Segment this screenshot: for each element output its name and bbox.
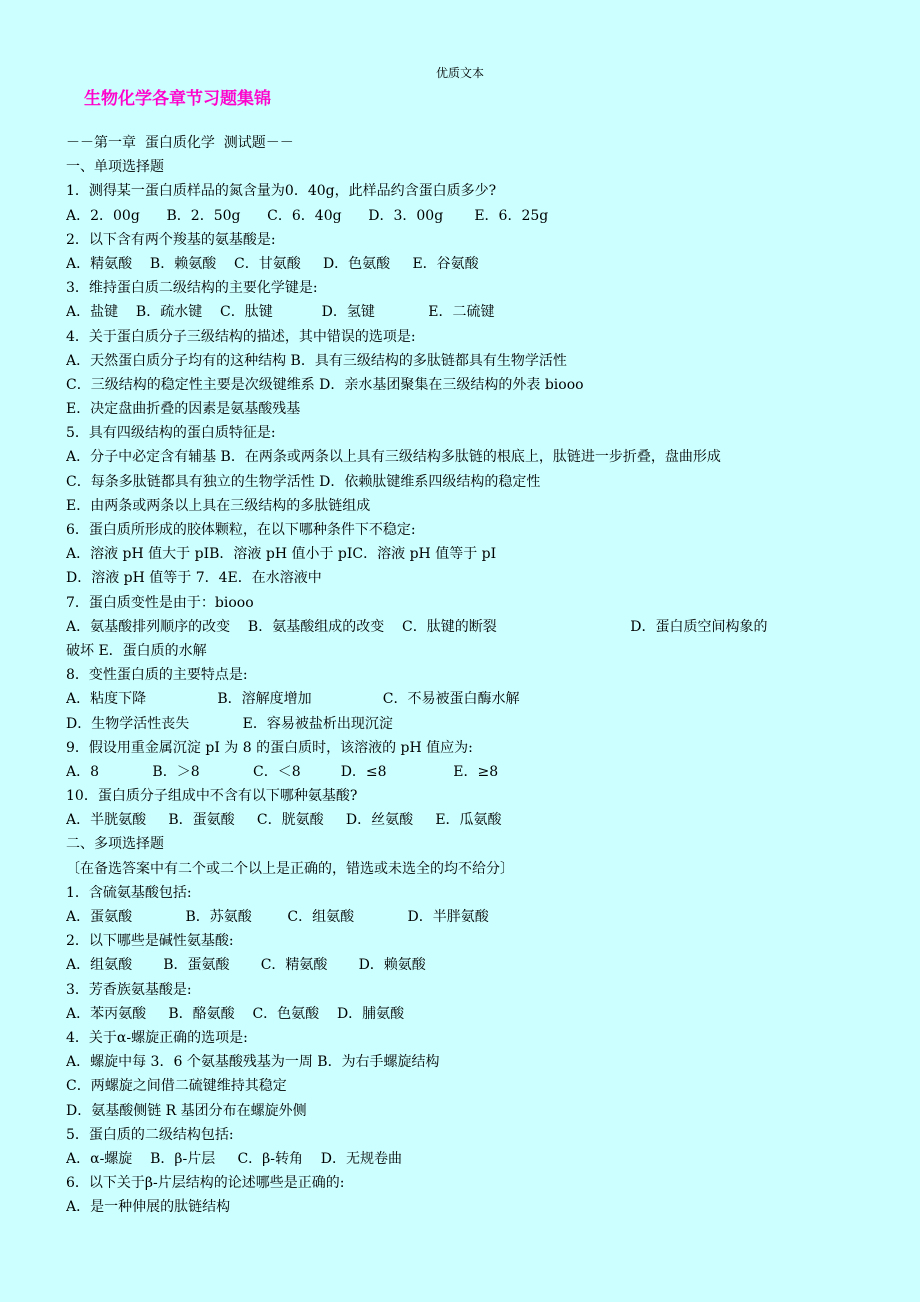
- options: A．精氨酸 B．赖氨酸 C．甘氨酸 D．色氨酸 E．谷氨酸: [66, 255, 479, 272]
- section-note: 〔在备选答案中有二个或二个以上是正确的，错选或未选全的均不给分〕: [66, 860, 514, 877]
- question: 4．关于蛋白质分子三级结构的描述，其中错误的选项是:: [66, 328, 416, 345]
- question: 3．维持蛋白质二级结构的主要化学键是:: [66, 280, 318, 297]
- question: 9．假设用重金属沉淀 pI 为 8 的蛋白质时，该溶液的 pH 值应为:: [66, 739, 473, 756]
- options: A．半胱氨酸 B．蛋氨酸 C．胱氨酸 D．丝氨酸 E．瓜氨酸: [66, 812, 502, 829]
- options: A．天然蛋白质分子均有的这种结构 B．具有三级结构的多肽链都具有生物学活性: [66, 352, 567, 369]
- options: E．由两条或两条以上具在三级结构的多肽链组成: [66, 497, 371, 514]
- options: A．粘度下降 B．溶解度增加 C．不易被蛋白酶水解: [66, 691, 520, 708]
- options: A．α-螺旋 B．β-片层 C．β-转角 D．无规卷曲: [66, 1150, 403, 1167]
- chapter-heading: －－第一章 蛋白质化学 测试题－－: [66, 135, 294, 151]
- options: 破坏 E．蛋白质的水解: [66, 642, 207, 659]
- options: A．盐键 B．疏水键 C．肽键 D．氢键 E．二硫键: [66, 304, 495, 321]
- question: 5．具有四级结构的蛋白质特征是:: [66, 425, 276, 442]
- question: 2．以下哪些是碱性氨基酸:: [66, 933, 234, 950]
- question: 3．芳香族氨基酸是:: [66, 981, 192, 998]
- question: 6．以下关于β-片层结构的论述哪些是正确的:: [66, 1175, 345, 1192]
- options: A．分子中必定含有辅基 B．在两条或两条以上具有三级结构多肽链的根底上，肽链进一步折叠，盘曲形成: [66, 449, 721, 466]
- page-header: 优质文本: [435, 66, 484, 80]
- options: A．苯丙氨酸 B．酪氨酸 C．色氨酸 D．脯氨酸: [66, 1005, 405, 1022]
- question: 10．蛋白质分子组成中不含有以下哪种氨基酸?: [66, 788, 358, 805]
- options: A．8 B．＞8 C．＜8 D．≤8 E．≥8: [66, 763, 499, 780]
- options: C．每条多肽链都具有独立的生物学活性 D．依赖肽键维系四级结构的稳定性: [66, 473, 541, 490]
- question: 6．蛋白质所形成的胶体颗粒，在以下哪种条件下不稳定:: [66, 522, 416, 538]
- options: D．溶液 pH 值等于 7．4E．在水溶液中: [66, 570, 322, 587]
- options: C．三级结构的稳定性主要是次级键维系 D．亲水基团聚集在三级结构的外表 biooo: [66, 376, 584, 393]
- options: D．氨基酸侧链 R 基团分布在螺旋外侧: [66, 1102, 307, 1119]
- options: A．2．00g B．2．50g C．6．40g D．3．00g E．6．25g: [66, 207, 549, 224]
- options: A．螺旋中每 3．6 个氨基酸残基为一周 B．为右手螺旋结构: [66, 1054, 440, 1071]
- options: A．是一种伸展的肽链结构: [66, 1199, 231, 1216]
- document-title: 生物化学各章节习题集锦: [84, 89, 271, 109]
- section-heading: 一、单项选择题: [66, 159, 164, 176]
- options: A．氨基酸排列顺序的改变 B．氨基酸组成的改变 C．肽键的断裂 D．蛋白质空间构象的: [66, 618, 768, 635]
- section-heading: 二、多项选择题: [66, 836, 164, 853]
- options: E．决定盘曲折叠的因素是氨基酸残基: [66, 401, 301, 418]
- question: 4．关于α-螺旋正确的选项是:: [66, 1029, 248, 1046]
- question: 1．测得某一蛋白质样品的氮含量为0．40g，此样品约含蛋白质多少?: [66, 183, 497, 200]
- question: 7．蛋白质变性是由于：biooo: [66, 594, 254, 611]
- question: 5．蛋白质的二级结构包括:: [66, 1126, 234, 1143]
- options: A．蛋氨酸 B．苏氨酸 C．组氨酸 D．半胖氨酸: [66, 909, 489, 925]
- options: C．两螺旋之间借二硫键维持其稳定: [66, 1078, 287, 1095]
- options: A．溶液 pH 值大于 pIB．溶液 pH 值小于 pIC．溶液 pH 值等于 pI: [66, 546, 497, 563]
- question: 2．以下含有两个羧基的氨基酸是:: [66, 231, 276, 248]
- question: 8．变性蛋白质的主要特点是:: [66, 667, 248, 684]
- document-body: [66, 131, 866, 1219]
- question: 1．含硫氨基酸包括:: [66, 884, 192, 901]
- options: D．生物学活性丧失 E．容易被盐析出现沉淀: [66, 715, 393, 732]
- options: A．组氨酸 B．蛋氨酸 C．精氨酸 D．赖氨酸: [66, 957, 426, 974]
